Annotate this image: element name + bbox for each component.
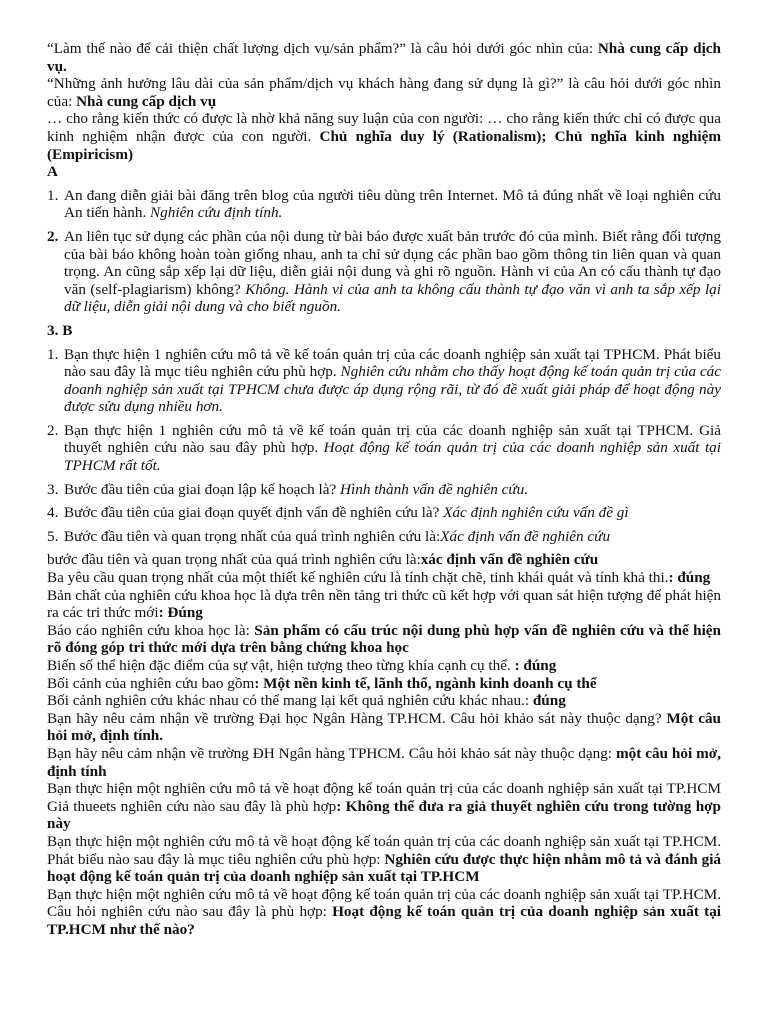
section-heading-b: 3. B [47,321,73,339]
list-item-answer: Không. Hành vi của anh ta không cấu thành tự đạo văn vì anh ta sắp xếp lại dữ liệu, diễn giải nội dung và cho biết nguồn. [64,280,721,316]
list-item-question: Bước đầu tiên của giai đoạn quyết định vấn đề nghiên cứu là? [64,504,444,522]
list-item-question: Bạn thực hiện 1 nghiên cứu mô tả về kế toán quản trị của các doanh nghiệp sản xuất tại TPHCM. Phát biểu nào sau đây là mục tiêu nghiên cứu phù hợp. [64,345,721,381]
qa-answer: : đúng [668,569,711,587]
qa-answer: Sản phẩm có cấu trúc nội dung phù hợp vấn đề nghiên cứu và thể hiện rõ đóng góp tri thức mới dựa trên bằng chứng khoa học [47,621,721,657]
qa-answer: đúng [532,692,566,710]
list-item [47,228,721,316]
list-item [47,481,721,499]
qa-answer: Nghiên cứu được thực hiện nhằm mô tả và đánh giá hoạt động kế toán quản trị của doanh nghiệp sản xuất tại TP.HCM [47,850,722,886]
intro-line-3: … cho rằng kiến thức có được là nhờ khả năng suy luận của con người: … cho rằng kiến thức chỉ có được qua kinh nghiệm nhận được của con người. Chủ nghĩa duy lý (Rationalism); Chủ nghĩa kinh nghiệm (Empiricism) [47,110,721,163]
list-a [47,187,721,316]
list-b [47,346,721,546]
list-item-question: Bạn thực hiện 1 nghiên cứu mô tả về kế toán quản trị của các doanh nghiệp sản xuất tại TPHCM. Giả thuyết nghiên cứu nào sau đây phù hợp. [64,421,721,457]
list-item-number: 4. [47,504,59,522]
list-item-answer: Xác định nghiên cứu vấn đề gì [443,504,629,522]
qa-line: Bối cảnh của nghiên cứu bao gồm: Một nền kinh tế, lãnh thổ, ngành kinh doanh cụ thể [47,674,597,692]
list-item-question: An đang diễn giải bài đăng trên blog của người tiêu dùng trên Internet. Mô tả đúng nhất về loại nghiên cứu An tiến hành. [64,186,721,222]
intro-answer-3: Chủ nghĩa duy lý (Rationalism); Chủ nghĩa kinh nghiệm (Empiricism) [47,127,721,163]
qa-line: Bạn hãy nêu cảm nhận về trường ĐH Ngân hàng TPHCM. Câu hỏi khảo sát này thuộc dạng: một câu hỏi mở, định tính [47,744,721,780]
list-item [47,504,721,522]
qa-line: Biến số thể hiện đặc điểm của sự vật, hiện tượng theo từng khía cạnh cụ thể. : đúng [47,657,557,674]
qa-line: Bản chất của nghiên cứu khoa học là dựa trên nền tảng tri thức cũ kết hợp với quan sát hiện tượng để phát hiện ra các tri thức mới: Đúng [47,586,721,622]
intro-line-2: “Những ảnh hưởng lâu dài của sản phẩm/dịch vụ khách hàng đang sử dụng là gì?” là câu hỏi dưới góc nhìn của: Nhà cung cấp dịch vụ [47,75,721,110]
list-item-answer: Nghiên cứu định tính. [150,204,283,222]
qa-answer: : đúng [514,657,557,674]
qa-line: Bạn thực hiện một nghiên cứu mô tả về hoạt động kế toán quản trị của các doanh nghiệp sản xuất tại TP.HCM. Phát biểu nào sau đây là mục tiêu nghiên cứu phù hợp: Nghiên cứu được thực hiện nhằm mô tả và đánh giá hoạt động kế toán quản trị của doanh nghiệp sản xuất tại TP.HCM [47,832,722,886]
intro-answer-1: Nhà cung cấp dịch vụ. [47,40,721,75]
list-item [47,187,721,222]
list-item-answer: Hình thành vấn đề nghiên cứu. [340,480,528,498]
list-item-answer: Nghiên cứu nhằm cho thấy hoạt động kế toán quản trị của các doanh nghiệp sản xuất tại TPHCM chưa được áp dụng rộng rãi, từ đó đề xuất giải pháp để hoạt động này được sửu dụng nhiều hơn. [64,363,722,416]
qa-line: Bối cảnh nghiên cứu khác nhau có thể mang lại kết quả nghiên cứu khác nhau.: đúng [47,692,566,710]
qa-line: bước đầu tiên và quan trọng nhất của quá trình nghiên cứu là:xác định vấn đề nghiên cứu [47,551,599,569]
qa-line: Bạn hãy nêu cảm nhận về trường Đại học Ngân Hàng TP.HCM. Câu hỏi khảo sát này thuộc dạng? Một câu hỏi mở, định tính. [47,709,721,745]
list-item-question: Bước đầu tiên của giai đoạn lập kế hoạch là? [64,480,341,498]
list-item-number: 1. [47,186,59,204]
list-item-number: 2. [47,227,59,245]
list-item [47,346,721,416]
qa-answer: : Không thể đưa ra giả thuyết nghiên cứu trong tường hợp này [47,797,721,833]
list-item-number: 1. [47,345,59,363]
qa-answer: : Một nền kinh tế, lãnh thổ, ngành kinh doanh cụ thể [254,674,597,692]
list-item [47,528,721,546]
list-item-question: Bước đầu tiên và quan trọng nhất của quá trình nghiên cứu là: [64,527,441,545]
qa-line: Ba yêu cầu quan trọng nhất của một thiết kế nghiên cứu là tính chặt chẽ, tinh khái quát và tính khả thi.: đúng [47,569,711,587]
list-item-number: 3. [47,480,59,498]
intro-answer-2: Nhà cung cấp dịch vụ [76,92,217,110]
qa-line: Bạn thực hiện một nghiên cứu mô tả về hoạt động kế toán quản trị của các doanh nghiệp sản xuất tại TP.HCM. Câu hỏi nghiên cứu nào sau đây là phù hợp: Hoạt động kế toán quản trị của doanh nghiệp sản xuất tại TP.HCM như thế nào? [47,885,722,938]
list-item [47,422,721,475]
intro-line-1: “Làm thế nào để cải thiện chất lượng dịch vụ/sản phẩm?” là câu hỏi dưới góc nhìn của: Nhà cung cấp dịch vụ. [47,40,721,75]
list-item-answer: Hoạt động kế toán quản trị của các doanh nghiệp sản xuất tại TPHCM rất tốt. [64,439,721,475]
qa-answer: một câu hỏi mở, định tính [47,744,721,780]
qa-answer: xác định vấn đề nghiên cứu [420,551,599,569]
qa-line: Báo cáo nghiên cứu khoa học là: Sản phẩm có cấu trúc nội dung phù hợp vấn đề nghiên cứu và thể hiện rõ đóng góp tri thức mới dựa trên bằng chứng khoa học [47,621,721,657]
qa-answer: Hoạt động kế toán quản trị của doanh nghiệp sản xuất tại TP.HCM như thế nào? [47,903,722,938]
section-heading-a: A [47,163,58,181]
list-item-number: 5. [47,527,59,545]
list-item-question: An liên tục sử dụng các phần của nội dung từ bài báo được xuất bản trước đó của mình. Biết rằng đối tượng của bài báo không hoàn toàn giống nhau, anh ta chỉ sử dụng các phần bao gồm thông tin liên quan và quan trọng. An cũng sắp xếp lại dữ liệu, diễn giải nội dung và ghi rõ nguồn. Hành vi của An có cấu thành tự đạo văn (self-plagiarism) không? [64,227,721,298]
list-item-answer: Xác định vấn đề nghiên cứu [440,527,611,545]
qa-line: Bạn thực hiện một nghiên cứu mô tả về hoạt động kế toán quản trị của các doanh nghiệp sản xuất tại TP.HCM Giả thueets nghiên cứu nào sau đây là phù hợp: Không thể đưa ra giả thuyết nghiên cứu trong tường hợp này [47,780,721,833]
qa-answer: Một câu hỏi mở, định tính. [47,709,721,745]
qa-block [47,551,721,938]
qa-answer: : Đúng [158,604,203,622]
list-item-number: 2. [47,421,59,439]
